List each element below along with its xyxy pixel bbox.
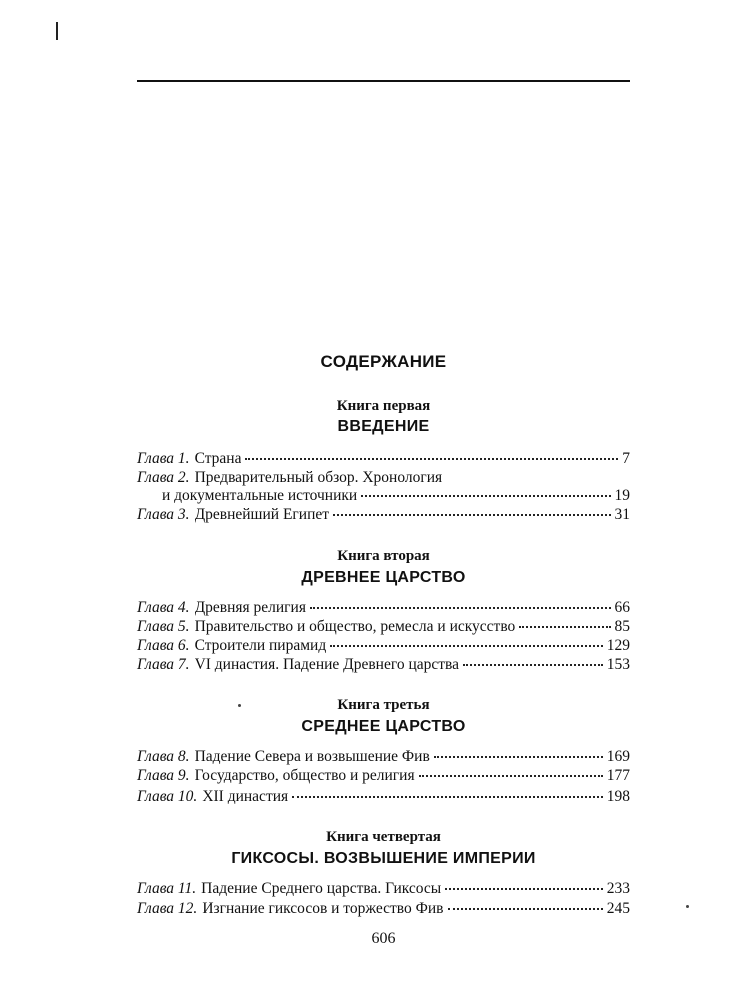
dot-leader [245, 458, 618, 460]
chapter-page: 66 [614, 599, 630, 616]
chapter-title: Изгнание гиксосов и торжество Фив [202, 900, 444, 917]
book-4-title: ГИКСОСЫ. ВОЗВЫШЕНИЕ ИМПЕРИИ [231, 850, 536, 867]
dot-leader [330, 645, 603, 647]
toc-entry-chapter-12 [137, 900, 630, 920]
chapter-label: Глава 7. [137, 656, 190, 673]
toc-entry-chapter-1 [137, 450, 630, 470]
toc-entry-chapter-11 [137, 880, 630, 900]
chapter-label: Глава 2. [137, 469, 190, 486]
dot-leader [434, 756, 603, 758]
book-4-label: Книга четвертая [326, 829, 441, 845]
chapter-page: 7 [622, 450, 630, 467]
chapter-title: Падение Севера и возвышение Фив [194, 748, 430, 765]
dot-leader [445, 888, 603, 890]
chapter-label: Глава 8. [137, 748, 190, 765]
chapter-label: Глава 11. [137, 880, 197, 897]
toc-entry-chapter-6 [137, 637, 630, 657]
chapter-label: Глава 12. [137, 900, 198, 917]
chapter-page: 129 [606, 637, 630, 654]
chapter-page: 169 [606, 748, 630, 765]
dot-leader [448, 908, 603, 910]
dot-leader [463, 664, 603, 666]
dot-leader [310, 607, 611, 609]
chapter-label: Глава 5. [137, 618, 190, 635]
chapter-title: XII династия [202, 788, 289, 805]
chapter-page: 19 [614, 487, 630, 504]
chapter-title-continued: и документальные источники [162, 487, 358, 504]
toc-entry-chapter-2-cont [137, 487, 630, 507]
book-3-label: Книга третья [337, 697, 430, 713]
margin-mark [56, 22, 58, 40]
chapter-label: Глава 3. [137, 506, 190, 523]
chapter-title: Строители пирамид [194, 637, 327, 654]
chapter-title: Предварительный обзор. Хронология [194, 469, 443, 486]
chapter-page: 233 [606, 880, 630, 897]
toc-entry-chapter-2 [137, 469, 630, 489]
chapter-label: Глава 6. [137, 637, 190, 654]
chapter-title: Государство, общество и религия [194, 767, 415, 784]
toc-entry-chapter-5 [137, 618, 630, 638]
toc-entry-chapter-3 [137, 506, 630, 526]
chapter-page: 153 [606, 656, 630, 673]
toc-entry-chapter-9 [137, 767, 630, 787]
chapter-page: 31 [614, 506, 630, 523]
book-1-title: ВВЕДЕНИЕ [337, 418, 430, 435]
chapter-label: Глава 10. [137, 788, 198, 805]
book-1-label: Книга первая [336, 398, 431, 414]
chapter-title: Правительство и общество, ремесла и искусство [194, 618, 516, 635]
top-rule [137, 80, 630, 82]
dot-leader [333, 514, 610, 516]
chapter-title: Страна [194, 450, 242, 467]
chapter-title: Древнейший Египет [194, 506, 330, 523]
chapter-page: 177 [606, 767, 630, 784]
toc-entry-chapter-7 [137, 656, 630, 676]
chapter-title: Падение Среднего царства. Гиксосы [201, 880, 442, 897]
page-number: 606 [371, 930, 396, 947]
chapter-title: Древняя религия [194, 599, 306, 616]
dot-leader [361, 495, 610, 497]
book-3-title: СРЕДНЕЕ ЦАРСТВО [301, 718, 466, 735]
dot-leader [519, 626, 610, 628]
book-2-label: Книга вторая [337, 548, 430, 564]
chapter-label: Глава 1. [137, 450, 190, 467]
chapter-page: 198 [606, 788, 630, 805]
chapter-page: 245 [606, 900, 630, 917]
book-2-title: ДРЕВНЕЕ ЦАРСТВО [301, 569, 466, 586]
chapter-label: Глава 4. [137, 599, 190, 616]
chapter-label: Глава 9. [137, 767, 190, 784]
print-speck [686, 905, 689, 908]
dot-leader [292, 796, 603, 798]
toc-entry-chapter-4 [137, 599, 630, 619]
chapter-page: 85 [614, 618, 630, 635]
toc-entry-chapter-8 [137, 748, 630, 768]
toc-entry-chapter-10 [137, 788, 630, 808]
chapter-title: VI династия. Падение Древнего царства [194, 656, 460, 673]
toc-title: СОДЕРЖАНИЕ [320, 352, 447, 371]
dot-leader [419, 775, 603, 777]
